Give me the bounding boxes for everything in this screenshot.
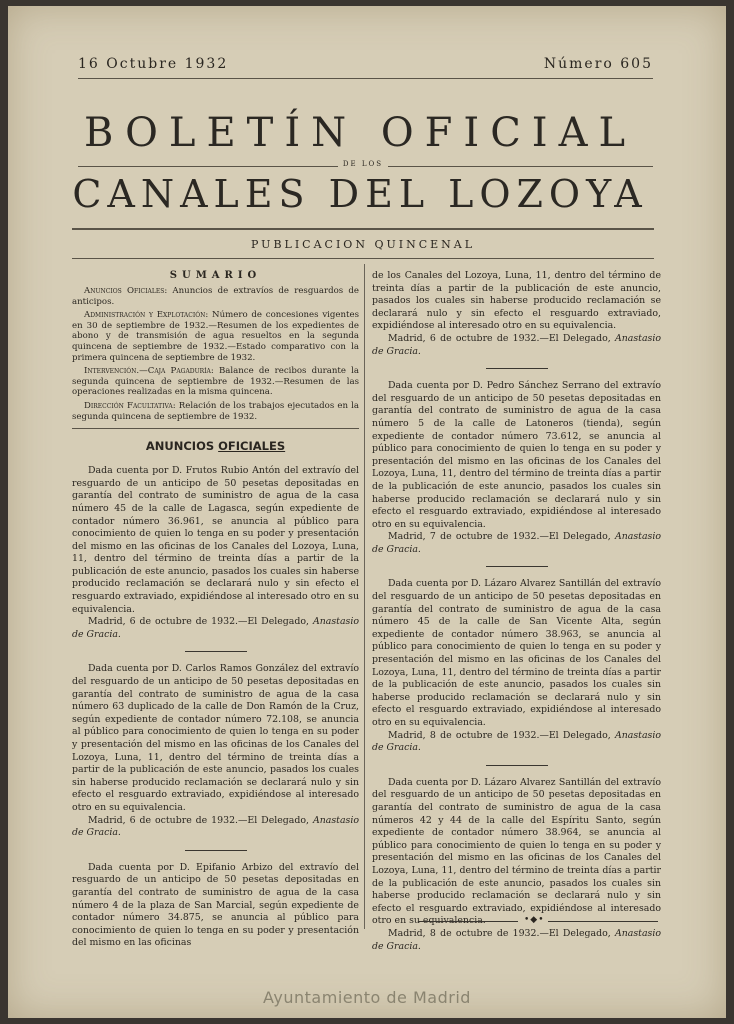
notice-signer: Anastasio de Gracia.	[72, 814, 359, 839]
notice-signer: Anastasio de Gracia.	[372, 729, 661, 754]
notice-signature	[372, 531, 661, 556]
section-heading-underlined: OFICIALES	[218, 439, 286, 454]
end-ornament	[418, 915, 658, 925]
notice-separator	[486, 765, 548, 766]
summary-item	[72, 286, 359, 307]
summary-divider	[72, 428, 359, 429]
notice-body: Dada cuenta por D. Carlos Ramos González del extravío del resguardo de un anticipo de 50 pesetas depositadas en garantía del contrato de suministro de agua de la casa número 63 duplicado de la calle de Don Ramón de la Cruz, según expediente de contador número 72.108, se anuncia al público para conocimiento de quien lo tenga en su poder y presentación del mismo en las oficinas de los Canales del Lozoya, Luna, 11, dentro del término de treinta días a partir de la publicación de este anuncio, pasados los cuales sin haberse producido reclamación se declarará nulo y sin efecto el resguardo extraviado, expidiéndose al interesado otro en su equivalencia.	[72, 663, 359, 813]
notice-date: Madrid, 8 de octubre de 1932.—El Delegado,	[388, 927, 615, 939]
end-ornament-glyph: •◆•	[524, 915, 545, 925]
summary-item-label: Intervención.—Caja Pagaduría:	[84, 366, 214, 377]
masthead-rule-left	[78, 166, 338, 167]
summary-item	[72, 310, 359, 363]
notice-date: Madrid, 6 de octubre de 1932.—El Delegado,	[88, 616, 313, 628]
column-divider	[364, 264, 365, 929]
summary-item-label: Administración y Explotación:	[84, 310, 209, 321]
end-ornament-line-right	[548, 921, 658, 922]
notice-separator	[486, 368, 548, 369]
masthead-title-line2: CANALES DEL LOZOYA	[72, 172, 648, 216]
masthead-de-los: DE LOS	[342, 160, 384, 168]
notice-body: Dada cuenta por D. Lázaro Alvarez Santillán del extravío del resguardo de un anticipo de 50 pesetas depositadas en garantía del contrato de suministro de agua de la casa número 45 de la calle de San Vicente Alta, según expediente de contador número 38.963, se anuncia al público para conocimiento de quien lo tenga en su poder y presentación del mismo en las oficinas de los Canales del Lozoya, Luna, 11, dentro del término de treinta días a partir de la publicación de este anuncio, pasados los cuales sin haberse producido reclamación se declarará nulo y sin efecto el resguardo extraviado, expidiéndose al interesado otro en su equivalencia.	[372, 578, 661, 728]
summary-item-label: Dirección Facultativa:	[84, 400, 176, 411]
end-ornament-line-left	[418, 921, 518, 922]
notice-date: Madrid, 7 de octubre de 1932.—El Delegado,	[388, 531, 615, 543]
notice-signature	[372, 928, 661, 953]
notice-signature	[372, 730, 661, 755]
notice-date: Madrid, 6 de octubre de 1932.—El Delegado,	[388, 332, 615, 344]
summary-item-text: Número de concesiones vigentes en 30 de septiembre de 1932.—Resumen de los expedientes de abono y de transmisión de agua resueltos en la segunda quincena de septiembre de 1932.—Estado comparativo con la primera quincena de septiembre de 1932.	[72, 310, 360, 363]
section-heading-prefix: ANUNCIOS	[145, 439, 219, 454]
archive-watermark: Ayuntamiento de Madrid	[263, 988, 471, 1007]
masthead-rule-right	[388, 166, 653, 167]
left-column	[72, 270, 359, 950]
summary-item	[72, 366, 359, 398]
masthead-title-line1: BOLETÍN OFICIAL	[83, 110, 637, 156]
notice-date: Madrid, 6 de octubre de 1932.—El Delegado,	[88, 814, 313, 826]
notice-body: Dada cuenta por D. Lázaro Alvarez Santillán del extravío del resguardo de un anticipo de 50 pesetas depositadas en garantía del contrato de suministro de agua de la casa números 42 y 44 de la calle del Espíritu Santo, según expediente de contador número 38.964, se anuncia al público para conocimiento de quien lo tenga en su poder y presentación del mismo en las oficinas de los Canales del Lozoya, Luna, 11, dentro del término de treinta días a partir de la publicación de este anuncio, pasados los cuales sin haberse producido reclamación se declarará nulo y sin efecto el resguardo extraviado, expidiéndose al interesado otro en su equivalencia.	[372, 776, 661, 927]
notice-separator	[486, 566, 548, 567]
issue-date: 16 Octubre 1932	[78, 56, 229, 72]
notice-signature	[72, 616, 359, 641]
right-column	[372, 270, 661, 953]
publication-frequency: PUBLICACION QUINCENAL	[250, 238, 476, 251]
summary-item-text: Anuncios de extravíos de resguardos de anticipos.	[72, 286, 359, 307]
notice-separator	[185, 850, 247, 851]
notice-signer: Anastasio de Gracia.	[72, 616, 359, 640]
summary-item	[72, 401, 359, 422]
header-divider	[72, 258, 654, 259]
masthead-rule-bottom	[72, 228, 654, 230]
notice-body: Dada cuenta por D. Frutos Rubio Antón del extravío del resguardo de un anticipo de 50 pesetas depositadas en garantía del contrato de suministro de agua de la casa número 45 de la calle de Lagasca, según expediente de contador número 36.961, se anuncia al público para conocimiento de quien lo tenga en su poder y presentación del mismo en las oficinas de los Canales del Lozoya, Luna, 11, dentro del término de treinta días a partir de la publicación de este anuncio, pasados los cuales sin haberse producido reclamación se declarará nulo y sin efecto el resguardo extraviado, expidiéndose al interesado otro en su equivalencia.	[72, 465, 359, 615]
notice-date: Madrid, 8 de octubre de 1932.—El Delegado,	[388, 729, 615, 741]
section-heading	[72, 439, 359, 453]
notice-body-continued: de los Canales del Lozoya, Luna, 11, dentro del término de treinta días a partir de la publicación de este anuncio, pasados los cuales sin haberse producido reclamación se declarará nulo y sin efecto el resguardo extraviado, expidiéndose al interesado otro en su equivalencia.	[372, 270, 661, 332]
summary-item-text: Relación de los trabajos ejecutados en la segunda quincena de septiembre de 1932.	[72, 400, 359, 422]
notice-body: Dada cuenta por D. Epifanio Arbizo del extravío del resguardo de un anticipo de 50 pesetas depositadas en garantía del contrato de suministro de agua de la casa número 4 de la plaza de San Marcial, según expediente de contador número 34.875, se anuncia al público para conocimiento de quien lo tenga en su poder y presentación del mismo en las oficinas	[72, 861, 359, 949]
notice-body: Dada cuenta por D. Pedro Sánchez Serrano del extravío del resguardo de un anticipo de 50 pesetas depositadas en garantía del contrato de suministro de agua de la casa número 5 de la calle de Latoneros (tienda), según expediente de contador número 73.612, se anuncia al público para conocimiento de quien lo tenga en su poder y presentación del mismo en las oficinas de los Canales del Lozoya, Luna, 11, dentro del término de treinta días a partir de la publicación de este anuncio, pasados los cuales sin haberse producido reclamación se declarará nulo y sin efecto el resguardo extraviado, expidiéndose al interesado otro en su equivalencia.	[372, 380, 661, 530]
notice-signature	[72, 815, 359, 840]
document-page	[8, 6, 726, 1018]
notice-separator	[185, 651, 247, 652]
summary-item-text: Balance de recibos durante la segunda quincena de septiembre de 1932.—Resumen de las operaciones realizadas en la misma quincena.	[72, 366, 360, 398]
masthead-top-line	[78, 56, 653, 79]
notice-signature	[372, 333, 661, 358]
issue-number: Número 605	[543, 56, 653, 72]
notice-signer: Anastasio de Gracia.	[372, 332, 661, 357]
notice-signer: Anastasio de Gracia.	[372, 531, 661, 555]
summary-item-label: Anuncios Oficiales:	[84, 286, 168, 296]
notice-signer: Anastasio de Gracia.	[372, 927, 661, 952]
summary-title: SUMARIO	[169, 270, 262, 281]
